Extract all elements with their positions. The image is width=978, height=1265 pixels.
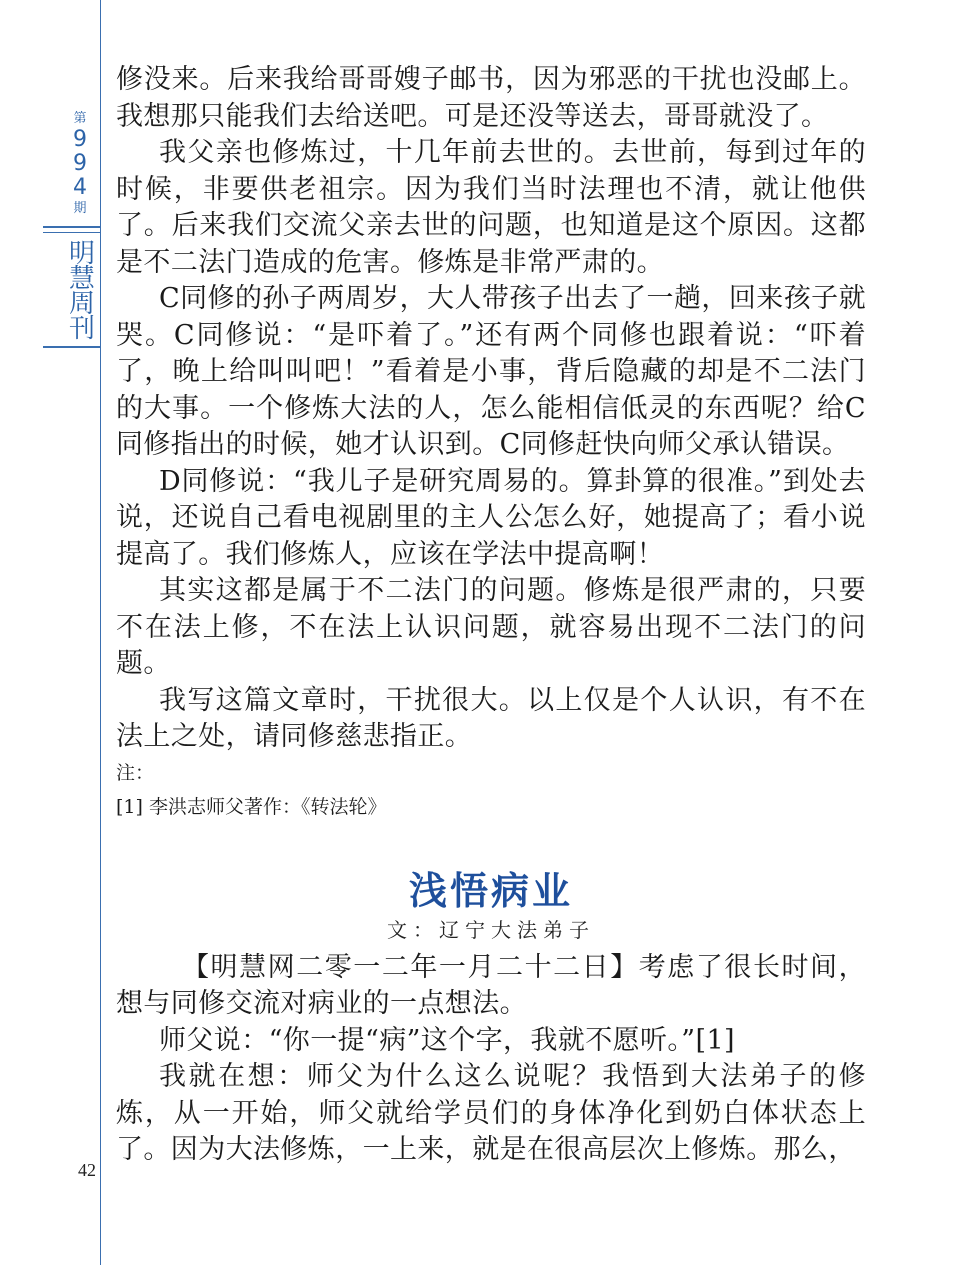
article-paragraph-1: 【明慧网二零一二年一月二十二日】考虑了很长时间，想与同修交流对病业的一点想法。 bbox=[116, 951, 866, 1019]
sidebar-vertical-rule bbox=[100, 0, 101, 1265]
issue-digit-1: 9 bbox=[73, 127, 87, 152]
issue-digit-3: 4 bbox=[73, 175, 87, 200]
issue-number bbox=[60, 110, 100, 218]
sidebar-divider-top bbox=[43, 226, 100, 228]
article-title: 浅悟病业 bbox=[408, 867, 573, 913]
magazine-char: 刊 bbox=[68, 314, 95, 344]
magazine-name bbox=[66, 239, 98, 344]
body-paragraph-4: D同修说：“我儿子是研究周易的。算卦算的很准。”到处去说，还说自己看电视剧里的主人公怎么好，她提高了；看小说提高了。我们修炼人，应该在学法中提高啊！ bbox=[116, 465, 866, 570]
magazine-char: 周 bbox=[68, 289, 95, 319]
magazine-char: 明 bbox=[68, 239, 95, 269]
sidebar-divider-bottom bbox=[43, 346, 100, 348]
issue-digit-2: 9 bbox=[73, 151, 87, 176]
body-paragraph-6: 我写这篇文章时，干扰很大。以上仅是个人认识，有不在法上之处，请同修慈悲指正。 bbox=[116, 684, 866, 752]
issue-prefix: 第 bbox=[73, 111, 87, 126]
page-number: 42 bbox=[78, 1160, 96, 1180]
article-paragraph-3: 我就在想：师父为什么这么说呢？我悟到大法弟子的修炼，从一开始，师父就给学员们的身体净化到奶白体状态上了。因为大法修炼，一上来，就是在很高层次上修炼。那么， bbox=[116, 1061, 866, 1165]
page-content bbox=[116, 62, 866, 1169]
issue-suffix: 期 bbox=[73, 201, 87, 216]
body-paragraph-1: 修没来。后来我给哥哥嫂子邮书，因为邪恶的干扰也没邮上。我想那只能我们去给送吧。可是还没等送去，哥哥就没了。 bbox=[116, 64, 866, 132]
body-paragraph-2: 我父亲也修炼过，十几年前去世的。去世前，每到过年的时候，非要供老祖宗。因为我们当时法理也不清，就让他供了。后来我们交流父亲去世的问题，也知道是这个原因。这都是不二法门造成的危害。修炼是非常严肃的。 bbox=[116, 137, 866, 278]
article-byline: 文：辽宁大法弟子 bbox=[387, 917, 595, 942]
magazine-char: 慧 bbox=[68, 264, 95, 294]
body-paragraph-5: 其实这都是属于不二法门的问题。修炼是很严肃的，只要不在法上修，不在法上认识问题，就容易出现不二法门的问题。 bbox=[116, 575, 866, 679]
footnote-1: [1] 李洪志师父著作：《转法轮》 bbox=[116, 795, 387, 818]
note-label: 注： bbox=[116, 761, 155, 784]
article-paragraph-2: 师父说：“你一提“病”这个字，我就不愿听。”[1] bbox=[159, 1024, 735, 1056]
sidebar-divider-top-thin bbox=[43, 232, 100, 233]
body-paragraph-3: C同修的孙子两周岁，大人带孩子出去了一趟，回来孩子就哭。C同修说：“是吓着了。”还有两个同修也跟着说：“吓着了，晚上给叫叫吧！”看着是小事，背后隐藏的却是不二法门的大事。一个修炼大法的人，怎么能相信低灵的东西呢？给C同修指出的时候，她才认识到。C同修赶快向师父承认错误。 bbox=[116, 283, 866, 460]
